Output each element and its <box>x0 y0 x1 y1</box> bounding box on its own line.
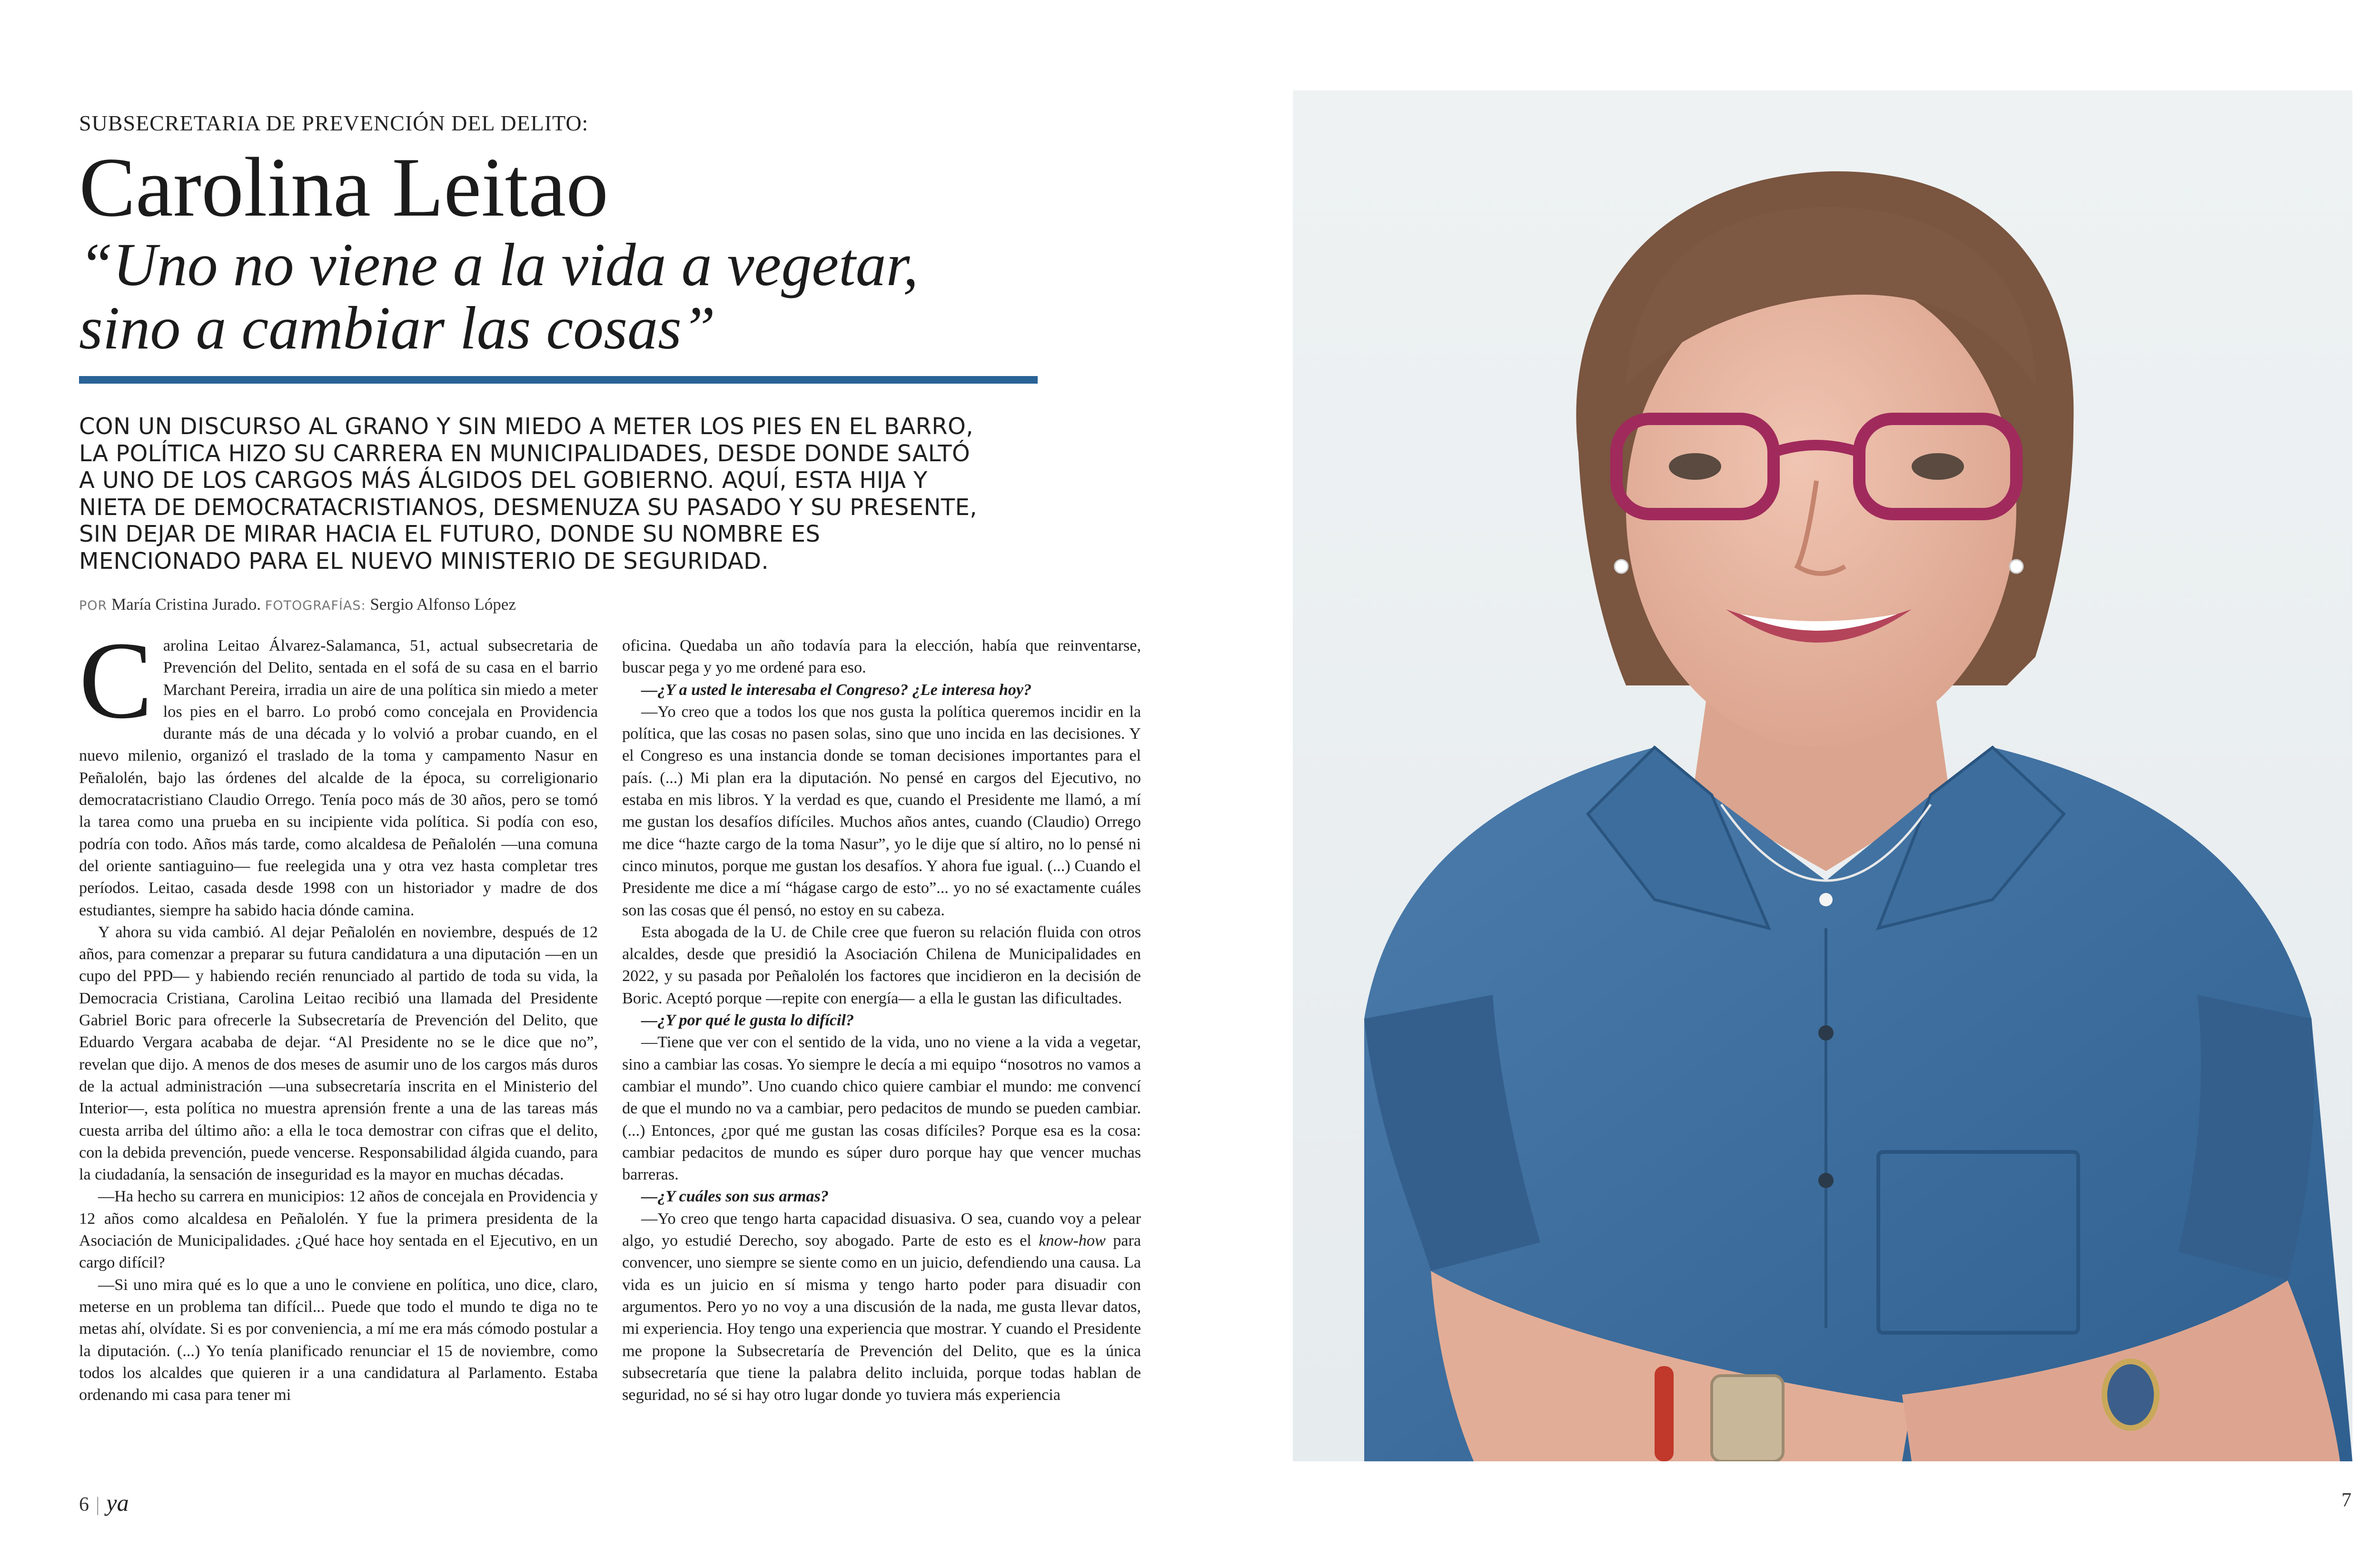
body-column-right <box>622 635 1141 1473</box>
answer-italic: know-how <box>1039 1232 1106 1250</box>
paragraph: Esta abogada de la U. de Chile cree que fueron su relación fluida con otros alcaldes, desde que presidió la Asociación Chilena de Municipalidades en 2022, y su pasada por Peñalolén los factores que incidieron en la decisión de Boric. Aceptó porque —repite con energía— a ella le gustan las dificultades. <box>622 923 1141 1007</box>
answer-text: —Yo creo que tengo harta capacidad disuasiva. O sea, cuando voy a pelear algo, yo estudié Derecho, soy abogado. Parte de esto es el <box>622 1210 1141 1250</box>
title-rule <box>79 376 1038 384</box>
deck-line: SIN DEJAR DE MIRAR HACIA EL FUTURO, DONDE SU NOMBRE ES <box>79 521 821 547</box>
deck-line: NIETA DE DEMOCRATACRISTIANOS, DESMENUZA SU PASADO Y SU PRESENTE, <box>79 494 977 521</box>
paragraph: oficina. Quedaba un año todavía para la elección, había que reinventarse, buscar pega y yo me ordené para eso. <box>622 637 1141 677</box>
red-bracelet <box>1655 1366 1674 1461</box>
paragraph: —Si uno mira qué es lo que a uno le conviene en política, uno dice, claro, meterse en un problema tan difícil... Puede que todo el mundo te diga no te metas ahí, olvídate. Si es por conveniencia, a mí me era más cómodo postular a la diputación. (...) Yo tenía planificado renunciar el 15 de noviembre, como todos los alcaldes que quieren ir a una candidatura al Parlamento. Estaba ordenando mi casa para tener mi <box>79 1276 598 1404</box>
paragraph: —Ha hecho su carrera en municipios: 12 años de concejala en Providencia y 12 años como alcaldesa en Peñalolén. Y fue la primera presidenta de la Asociación de Municipalidades. ¿Qué hace hoy sentada en el Ejecutivo, en un cargo difícil? <box>79 1188 598 1272</box>
headline-name: Carolina Leitao <box>79 140 609 234</box>
portrait-photo <box>1293 90 2352 1461</box>
paragraph-text: arolina Leitao Álvarez-Salamanca, 51, actual subsecretaria de Prevención del Delito, sentada en el sofá de su casa en el barrio Marchant Pereira, irradia un aire de una política sin miedo a meter los pies en el barro. Lo probó como concejala en Providencia durante más de una década y lo volvió a probar cuando, en el nuevo milenio, organizó el traslado de la toma y campamento Nasur en Peñalolén, bajo las órdenes del alcalde de la época, su correligionario democratacristiano Claudio Orrego. Tenía poco más de 30 años, pero se tomó la tarea como una prueba en su incipiente vida política. Si podía con eso, podría con todo. Años más tarde, como alcaldesa de Peñalolén —una comuna del oriente santiaguino— fue reelegida una y otra vez hasta completar tres períodos. Leitao, casada desde 1998 con un historiador y madre de dos estudiantes, siempre ha sabido hacia dónde camina. <box>79 637 598 919</box>
wristwatch <box>1712 1376 1783 1461</box>
interview-question: —¿Y cuáles son sus armas? <box>641 1188 829 1206</box>
deck-line: CON UN DISCURSO AL GRANO Y SIN MIEDO A METER LOS PIES EN EL BARRO, <box>79 413 973 440</box>
interview-answer <box>622 1208 1141 1407</box>
byline-photographer: Sergio Alfonso López <box>370 595 516 614</box>
interview-answer: —Yo creo que a todos los que nos gusta la política queremos incidir en la política, que las cosas no pasen solas, sino que uno incida en las decisiones. Y el Congreso es una instancia donde se toman decisiones importantes para el país. (...) Mi plan era la diputación. No pensé en cargos del Ejecutivo, no estaba en mis libros. Y la verdad es que, cuando el Presidente me llamó, a mí me gustan los desafíos difíciles. Muchos años antes, cuando (Claudio) Orrego me dice “hazte cargo de la toma Nasur”, yo le dije que sí altiro, no lo pensé ni cinco minutos, porque me gustan los desafíos. Y ahora fue igual. (...) Cuando el Presidente me dice a mí “hágase cargo de esto”... yo no sé exactamente cuáles son las cosas que él pensó, no estoy en su cabeza. <box>622 703 1141 919</box>
byline-author: María Cristina Jurado. <box>111 595 261 614</box>
quote-line: “Uno no viene a la vida a vegetar, <box>79 231 919 298</box>
portrait-illustration <box>1293 90 2352 1461</box>
section-kicker: SUBSECRETARIA DE PREVENCIÓN DEL DELITO: <box>79 111 589 135</box>
earring-right <box>2010 560 2023 573</box>
answer-text: para convencer, uno siempre se siente como en un juicio, defendiendo una causa. La vida es un juicio en sí misma y tengo harto poder para disuadir con argumentos. Pero yo no voy a una discusión de la nada, me gusta llevar datos, mi experiencia. Hoy tengo una experiencia que mostrar. Y cuando el Presidente me propone la Subsecretaría de Prevención del Delito, que es la única subsecretaría que tiene la palabra delito incluida, porque todas hablan de seguridad, no sé si hay otro lugar donde yo tuviera más experiencia <box>622 1232 1141 1404</box>
byline-por-label: POR <box>79 598 108 613</box>
headline-quote <box>79 233 1079 360</box>
eye-right <box>1912 453 1964 480</box>
folio-left <box>79 1489 129 1517</box>
folio-separator: | <box>96 1494 100 1516</box>
shirt-button <box>1818 1025 1834 1041</box>
interview-question: —¿Y por qué le gusta lo difícil? <box>641 1012 854 1030</box>
deck-line: MENCIONADO PARA EL NUEVO MINISTERIO DE SEGURIDAD. <box>79 547 769 575</box>
deck <box>79 413 1083 575</box>
page-number-right: 7 <box>2341 1489 2351 1511</box>
byline <box>79 595 1079 614</box>
interview-question: —¿Y a usted le interesaba el Congreso? ¿Le interesa hoy? <box>641 681 1032 699</box>
ring <box>2104 1361 2157 1428</box>
magazine-logo: ya <box>106 1489 129 1516</box>
necklace-pearl <box>1819 893 1833 906</box>
earring-left <box>1615 560 1628 573</box>
body-column-left <box>79 635 598 1473</box>
shirt-button <box>1818 1173 1834 1188</box>
drop-cap: C <box>79 635 153 742</box>
quote-line: sino a cambiar las cosas” <box>79 294 715 362</box>
page-number-left: 6 <box>79 1494 89 1516</box>
interview-answer: —Tiene que ver con el sentido de la vida, uno no viene a la vida a vegetar, sino a cambiar las cosas. Yo siempre le decía a mi equipo “nosotros no vamos a cambiar el mundo”. Uno cuando chico quiere cambiar el mundo: me convencí de que el mundo no va a cambiar, pero pedacitos de mundo se pueden cambiar. (...) Entonces, ¿por qué me gustan las cosas difíciles? Porque esa es la cosa: cambiar pedacitos de mundo es súper duro porque hay que vencer muchas barreras. <box>622 1033 1141 1184</box>
eye-left <box>1669 453 1721 480</box>
paragraph <box>79 635 598 922</box>
deck-line: LA POLÍTICA HIZO SU CARRERA EN MUNICIPALIDADES, DESDE DONDE SALTÓ <box>79 440 971 467</box>
paragraph: Y ahora su vida cambió. Al dejar Peñalolén en noviembre, después de 12 años, para comenzar a preparar su futura candidatura a una diputación —en un cupo del PPD— y habiendo recién renunciado al partido de toda su vida, la Democracia Cristiana, Carolina Leitao recibió una llamada del Presidente Gabriel Boric para ofrecerle la Subsecretaría de Prevención del Delito, que Eduardo Vergara acababa de dejar. “Al Presidente no se le dice que no”, revelan que dijo. A menos de dos meses de asumir uno de los cargos más duros de la actual administración —una subsecretaría inscrita en el Ministerio del Interior—, esta política no muestra aprensión frente a una de las tareas más cuesta arriba del último año: a ella le toca demostrar con cifras que el delito, con la debida prevención, puede vencerse. Responsabilidad álgida cuando, para la ciudadanía, la sensación de inseguridad es la mayor en muchas décadas. <box>79 923 598 1184</box>
byline-photo-label: FOTOGRAFÍAS: <box>265 598 366 613</box>
deck-line: A UNO DE LOS CARGOS MÁS ÁLGIDOS DEL GOBIERNO. AQUÍ, ESTA HIJA Y <box>79 467 928 494</box>
